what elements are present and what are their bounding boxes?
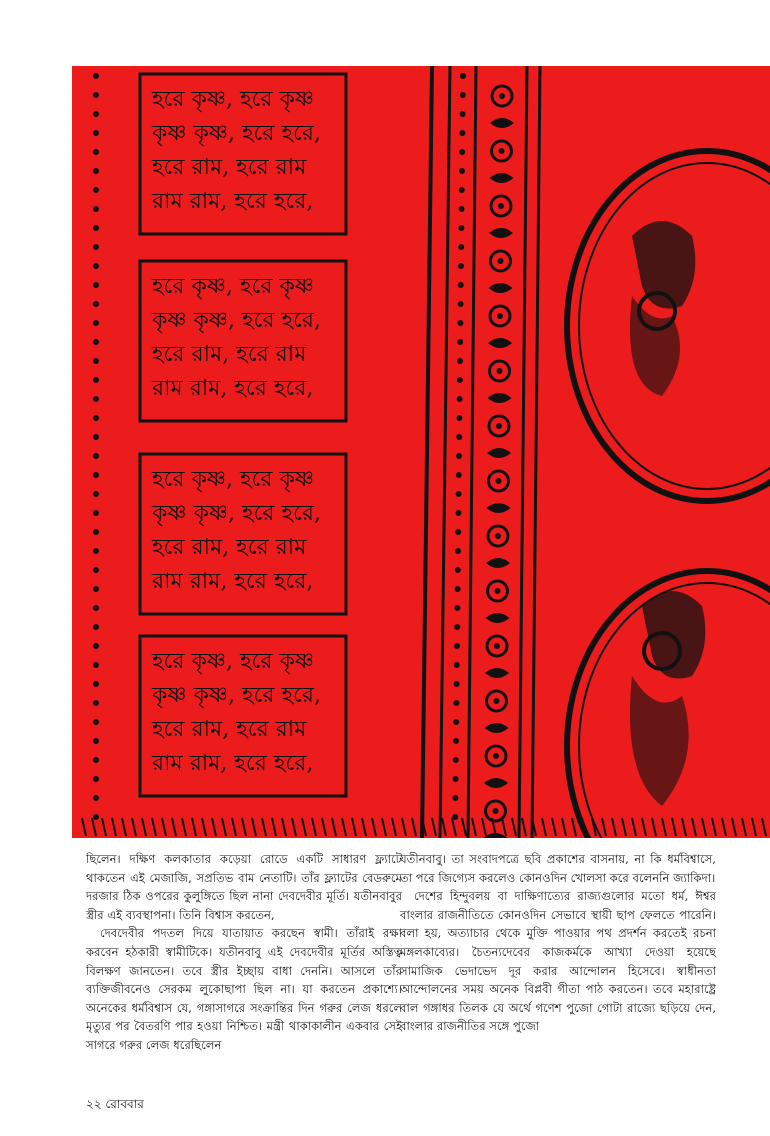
fringe-thread <box>322 818 326 836</box>
flower-center <box>499 148 505 154</box>
flower-center <box>498 258 504 264</box>
flower-center <box>497 368 503 374</box>
dot-motif <box>456 453 462 459</box>
dot-motif <box>457 377 463 383</box>
dot-motif <box>458 225 464 231</box>
fringe-edge <box>82 818 770 836</box>
leaf-motif <box>490 173 514 183</box>
flower-center <box>494 643 500 649</box>
dot-motif <box>93 814 99 820</box>
chant-line: কৃষ্ণ কৃষ্ণ, হরে হরে, <box>152 308 321 333</box>
fringe-thread <box>102 818 106 836</box>
dot-motif <box>454 624 460 630</box>
dot-motif <box>456 415 462 421</box>
fringe-thread <box>192 818 196 836</box>
dot-motif <box>452 795 458 801</box>
fringe-thread <box>242 818 246 836</box>
fringe-thread <box>212 818 216 836</box>
dot-motif <box>93 491 99 497</box>
fringe-thread <box>412 818 416 836</box>
dot-motif <box>455 548 461 554</box>
flower-center <box>494 698 500 704</box>
dot-motif <box>93 453 99 459</box>
fringe-thread <box>622 818 626 836</box>
fringe-thread <box>402 818 406 836</box>
fringe-thread <box>652 818 656 836</box>
chant-line: কৃষ্ণ কৃষ্ণ, হরে হরে, <box>152 501 321 526</box>
deity-medallions <box>567 151 770 838</box>
dot-motif <box>93 73 99 79</box>
dot-motif <box>93 586 99 592</box>
dot-motif <box>460 73 466 79</box>
chant-line: হরে রাম, হরে রাম <box>152 342 307 367</box>
leaf-motif <box>487 448 511 458</box>
flower-center <box>495 588 501 594</box>
dot-motif <box>93 320 99 326</box>
chant-line: কৃষ্ণ কৃষ্ণ, হরে হরে, <box>152 683 321 708</box>
dot-motif <box>93 130 99 136</box>
fringe-thread <box>312 818 316 836</box>
page-folio: ২২ রোববার <box>86 1097 144 1111</box>
fringe-thread <box>392 818 396 836</box>
fringe-thread <box>332 818 336 836</box>
dot-motif <box>93 719 99 725</box>
fringe-thread <box>262 818 266 836</box>
dot-motif <box>93 681 99 687</box>
dot-motif <box>93 605 99 611</box>
dot-motif <box>93 206 99 212</box>
fringe-thread <box>172 818 176 836</box>
dot-motif <box>453 757 459 763</box>
fringe-thread <box>112 818 116 836</box>
dot-motif <box>93 244 99 250</box>
dot-motif <box>454 681 460 687</box>
flower-center <box>496 478 502 484</box>
fringe-thread <box>372 818 376 836</box>
chant-line: হরে রাম, হরে রাম <box>152 535 307 560</box>
dot-motif <box>93 301 99 307</box>
paragraph: দেশের হিন্দুবলয় বা দাক্ষিণাত্যের রাজ্যগুলোর মতো ধর্ম, ঈশ্বর বাংলার রাজনীতিতে কোনওদিন সেভাবে স্থায়ী ছাপ ফেলতে পারেনি। বলা হয়, অত্যাচার থেকে মুক্তি পাওয়ার পথ প্রদর্শন করতেই রচনা মঙ্গলকাব্যের। চৈতন্যদেবের কাজকর্মকে আখ্যা দেওয়া হয়েছে সামাজিক ভেদাভেদ দূর করার আন্দোলন হিসেবে। স্বাধীনতা আন্দোলনের সময় অনেক বিপ্লবী গীতা পাঠ করতেন। তবে মহারাষ্ট্রে বাল গঙ্গাধর তিলক যে অর্থে গণেশ পুজো গোটা রাজ্যে ছড়িয়ে দেন, বাংলার রাজনীতির সঙ্গে পুজো <box>400 889 716 1034</box>
dot-motif <box>460 111 466 117</box>
fringe-thread <box>542 818 546 836</box>
dot-motif <box>457 358 463 364</box>
fringe-thread <box>632 818 636 836</box>
chant-line: হরে রাম, হরে রাম <box>152 717 307 742</box>
dot-motif <box>458 263 464 269</box>
fringe-thread <box>302 818 306 836</box>
dot-motif <box>458 301 464 307</box>
dot-motif <box>457 396 463 402</box>
dot-motif <box>457 320 463 326</box>
dot-motif <box>459 130 465 136</box>
fringe-thread <box>712 818 716 836</box>
fringe-thread <box>142 818 146 836</box>
dot-motif <box>458 282 464 288</box>
fringe-thread <box>572 818 576 836</box>
leaf-motif <box>485 668 509 678</box>
leaf-motif <box>486 558 510 568</box>
dot-motif <box>93 225 99 231</box>
fringe-thread <box>382 818 386 836</box>
dot-motif <box>453 776 459 782</box>
fringe-thread <box>472 818 476 836</box>
dot-motif <box>93 529 99 535</box>
paragraph: যতীনবাবু। তা সংবাদপত্রে ছবি প্রকাশের বাসনায়, না কি ধর্মবিশ্বাসে, তা পরে জিগ্যেস করলেও কোনওদিন খোলসা করে বলেননি জ্যাকিদা। <box>400 852 716 885</box>
article-column-right <box>400 850 716 1036</box>
fringe-thread <box>742 818 746 836</box>
dot-motif <box>93 339 99 345</box>
dot-motif <box>93 567 99 573</box>
fringe-thread <box>722 818 726 836</box>
cloth-illustration <box>72 66 770 838</box>
fringe-thread <box>612 818 616 836</box>
flower-center <box>496 423 502 429</box>
dot-motif <box>93 92 99 98</box>
leaf-motif <box>485 723 509 733</box>
dot-motif <box>93 358 99 364</box>
fringe-thread <box>282 818 286 836</box>
dot-motif <box>93 168 99 174</box>
dot-motif <box>93 548 99 554</box>
dot-motif <box>93 738 99 744</box>
fringe-thread <box>92 818 96 836</box>
flower-center <box>493 753 499 759</box>
leaf-motif <box>484 778 508 788</box>
fringe-thread <box>752 818 756 836</box>
dot-motif <box>93 149 99 155</box>
chant-line: হরে কৃষ্ণ, হরে কৃষ্ণ <box>152 649 314 674</box>
fringe-thread <box>642 818 646 836</box>
dot-motif <box>93 263 99 269</box>
fringe-thread <box>252 818 256 836</box>
fringe-thread <box>442 818 446 836</box>
fringe-thread <box>562 818 566 836</box>
dot-motif <box>454 662 460 668</box>
fringe-thread <box>162 818 166 836</box>
dot-motif <box>93 776 99 782</box>
fringe-thread <box>512 818 516 836</box>
fringe-thread <box>292 818 296 836</box>
dot-motif <box>93 377 99 383</box>
fringe-thread <box>552 818 556 836</box>
flower-center <box>493 808 499 814</box>
leaf-motif <box>490 118 514 128</box>
dot-motif <box>454 605 460 611</box>
leaf-motif <box>488 393 512 403</box>
fringe-thread <box>362 818 366 836</box>
dot-motif <box>455 510 461 516</box>
flower-center <box>495 533 501 539</box>
chant-line: রাম রাম, হরে হরে, <box>152 189 314 214</box>
leaf-motif <box>488 338 512 348</box>
chant-line: হরে কৃষ্ণ, হরে কৃষ্ণ <box>152 87 314 112</box>
fringe-thread <box>692 818 696 836</box>
leaf-motif <box>489 283 513 293</box>
fringe-thread <box>672 818 676 836</box>
fringe-thread <box>702 818 706 836</box>
dot-motif <box>93 396 99 402</box>
dot-motif <box>456 491 462 497</box>
fringe-thread <box>222 818 226 836</box>
fringe-thread <box>762 818 766 836</box>
chant-line: রাম রাম, হরে হরে, <box>152 569 314 594</box>
fringe-thread <box>342 818 346 836</box>
dot-motif <box>93 472 99 478</box>
leaf-motif <box>489 228 513 238</box>
chant-line: হরে রাম, হরে রাম <box>152 155 307 180</box>
dot-motif <box>459 149 465 155</box>
dot-motif <box>453 719 459 725</box>
dot-motif <box>460 92 466 98</box>
dot-motif <box>453 700 459 706</box>
flower-center <box>498 203 504 209</box>
paragraph: দেবদেবীর পদতল দিয়ে যাতায়াত করছেন স্বামী। তাঁরাই রক্ষা করবেন হঠকারী স্বামীটিকে। যতীনবাবু এই দেবদেবীর মূর্তির অস্তিত্ব বিলক্ষণ জানতেন। তবে স্ত্রীর ইচ্ছায় বাধা দেননি। আসলে তাঁর ব্যক্তিজীবনেও সেরকম লুকোছাপা ছিল না। যা করতেন প্রকাশ্যে। অনেকের ধর্মবিশ্বাস যে, গঙ্গাসাগরে সংক্রান্তির দিন গরুর লেজ ধরলে মৃত্যুর পর বৈতরণি পার হওয়া নিশ্চিত। মন্ত্রী থাকাকালীন একবার সেই সাগরে গরুর লেজ ধরেছিলেন <box>86 926 402 1052</box>
fringe-thread <box>682 818 686 836</box>
dot-motif <box>459 168 465 174</box>
fringe-thread <box>122 818 126 836</box>
flower-center <box>499 93 505 99</box>
dot-motif <box>455 586 461 592</box>
dot-motif <box>455 529 461 535</box>
chant-line: হরে কৃষ্ণ, হরে কৃষ্ণ <box>152 467 314 492</box>
fringe-thread <box>482 818 486 836</box>
flower-center <box>497 313 503 319</box>
dot-motif <box>457 339 463 345</box>
fringe-thread <box>182 818 186 836</box>
dot-motif <box>93 795 99 801</box>
dot-motif <box>93 282 99 288</box>
printed-namavali-cloth-photo <box>72 66 770 838</box>
leaf-motif <box>486 613 510 623</box>
dot-motif <box>93 415 99 421</box>
fringe-thread <box>452 818 456 836</box>
fringe-thread <box>432 818 436 836</box>
fringe-thread <box>662 818 666 836</box>
chant-line: রাম রাম, হরে হরে, <box>152 376 314 401</box>
paragraph: ছিলেন। দক্ষিণ কলকাতার কড়েয়া রোডে একটি সাধারণ ফ্ল্যাটে থাকতেন এই মেজাজি, সপ্রতিভ বাম নেতাটি। তাঁর ফ্ল্যাটের বেডরুমে দরজার ঠিক ওপরের কুলুঙ্গিতে ছিল নানা দেবদেবীর মূর্তি। যতীনবাবুর স্ত্রীর এই ব্যবস্থাপনা। তিনি বিশ্বাস করতেন, <box>86 852 402 922</box>
dot-motif <box>459 206 465 212</box>
dot-motif <box>456 434 462 440</box>
dot-motif <box>93 111 99 117</box>
fringe-thread <box>352 818 356 836</box>
fringe-thread <box>462 818 466 836</box>
dot-motif <box>93 434 99 440</box>
dot-motif <box>93 510 99 516</box>
dot-motif <box>454 643 460 649</box>
dot-motif <box>93 643 99 649</box>
chant-line: কৃষ্ণ কৃষ্ণ, হরে হরে, <box>152 121 321 146</box>
dot-motif <box>459 187 465 193</box>
fringe-thread <box>732 818 736 836</box>
fringe-thread <box>82 818 86 836</box>
dot-motif <box>93 757 99 763</box>
dot-motif <box>93 187 99 193</box>
dot-motif <box>93 662 99 668</box>
fringe-thread <box>202 818 206 836</box>
leaf-motif <box>487 503 511 513</box>
fringe-thread <box>272 818 276 836</box>
fringe-thread <box>522 818 526 836</box>
dot-motif <box>456 472 462 478</box>
dot-motif <box>458 244 464 250</box>
fringe-thread <box>152 818 156 836</box>
fringe-thread <box>232 818 236 836</box>
dot-motif <box>453 738 459 744</box>
fringe-thread <box>502 818 506 836</box>
chant-line: রাম রাম, হরে হরে, <box>152 751 314 776</box>
chant-line: হরে কৃষ্ণ, হরে কৃষ্ণ <box>152 274 314 299</box>
article-column-left <box>86 850 402 1055</box>
dot-motif <box>93 700 99 706</box>
dot-motif <box>455 567 461 573</box>
fringe-thread <box>132 818 136 836</box>
dot-motif <box>93 624 99 630</box>
fringe-thread <box>602 818 606 836</box>
